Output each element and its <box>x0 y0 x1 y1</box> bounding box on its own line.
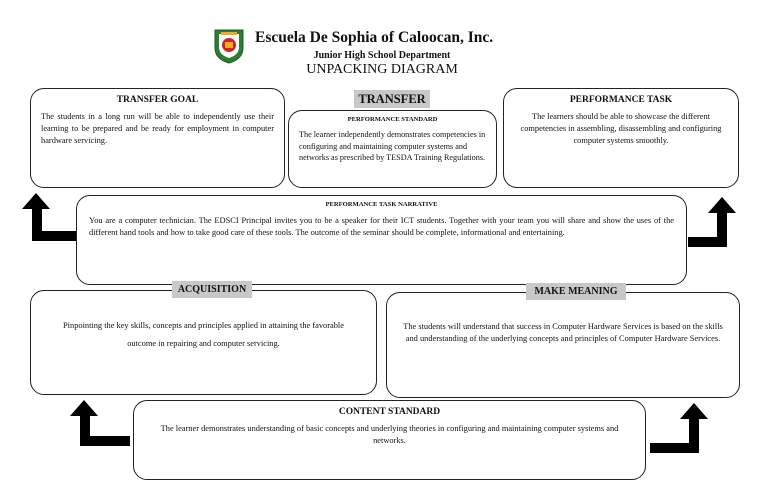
make-meaning-box <box>386 292 740 398</box>
department-name: Junior High School Department <box>313 50 451 61</box>
arrow-up-right-lower-icon <box>650 403 710 455</box>
arrow-up-right-icon <box>688 197 736 249</box>
performance-task-box <box>503 88 739 188</box>
school-logo-icon <box>213 28 245 64</box>
make-meaning-tag: MAKE MEANING <box>526 283 626 300</box>
school-name: Escuela De Sophia of Caloocan, Inc. <box>255 29 494 46</box>
acquisition-box <box>30 290 377 395</box>
arrow-up-left-lower-icon <box>70 400 132 450</box>
narrative-text: You are a computer technician. The EDSCI Principal invites you to be a speaker for their ICT students. Together with your team you will share and show the uses of the different hand tools and how to take good care of these tools. The outcome of the seminar should be complete, informational and entertaining. <box>89 216 674 237</box>
arrow-up-left-icon <box>22 193 78 243</box>
content-standard-text: The learner demonstrates understanding of basic concepts and underlying theories in configuring and maintaining computer systems and networks. <box>160 424 619 445</box>
acquisition-text: Pinpointing the key skills, concepts and principles applied in attaining the favorable outcome in repairing and computer servicing. <box>63 321 344 348</box>
performance-standard-text: The learner independently demonstrates competencies in configuring and maintaining computer systems and networks as prescribed by TESDA Training Regulations. <box>299 130 486 162</box>
transfer-goal-box <box>30 88 285 188</box>
content-standard-box <box>133 400 646 480</box>
transfer-goal-text: The students in a long run will be able to independently use their learning to be prepared and be ready for employment in computer hardware servicing. <box>41 112 274 145</box>
performance-task-title: PERFORMANCE TASK <box>569 95 673 105</box>
performance-task-text: The learners should be able to showcase the different competencies in assembling, disassembling and configuring computer systems smoothly. <box>520 112 722 145</box>
transfer-goal-title: TRANSFER GOAL <box>116 95 199 105</box>
performance-standard-box <box>288 110 497 188</box>
transfer-tag: TRANSFER <box>354 90 430 108</box>
diagram-title: UNPACKING DIAGRAM <box>306 62 458 77</box>
performance-task-narrative-box <box>76 195 687 285</box>
performance-standard-title: PERFORMANCE STANDARD <box>347 116 438 123</box>
acquisition-tag: ACQUISITION <box>172 281 252 298</box>
make-meaning-text: The students will understand that success in Computer Hardware Services is based on the skills and understanding of the underlying concepts and principles of Computer Hardware Services. <box>403 322 723 343</box>
content-standard-title: CONTENT STANDARD <box>338 407 441 417</box>
narrative-title: PERFORMANCE TASK NARRATIVE <box>325 201 438 208</box>
